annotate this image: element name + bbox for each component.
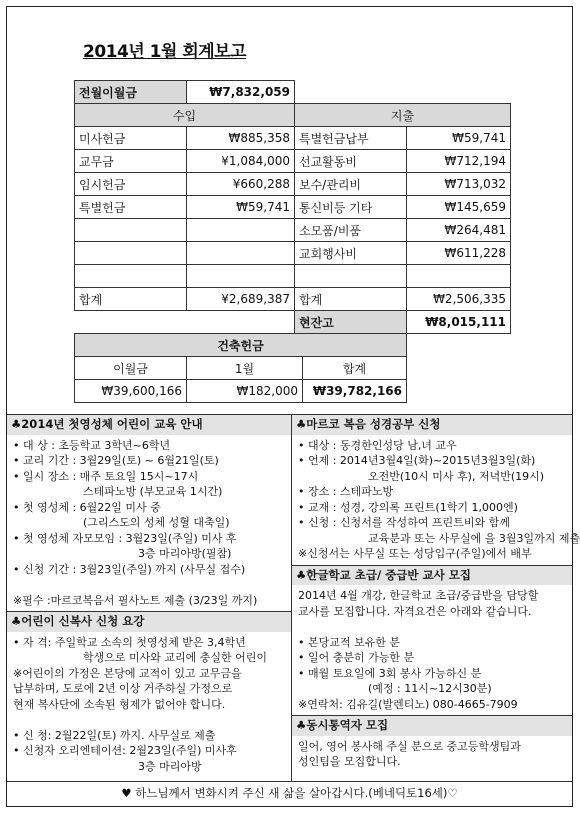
expense-total-value: ₩2,506,335: [407, 288, 511, 311]
building-value: ₩182,000: [187, 380, 303, 403]
notice-line: • 매월 토요일에 3회 봉사 가능하신 분: [298, 666, 482, 680]
notice-line: ※신청서는 사무실 또는 성당입구(주일)에서 배부: [298, 547, 532, 560]
notice-line: 성인팀을 모집합니다.: [298, 755, 401, 768]
income-label: 미사헌금: [75, 127, 187, 150]
building-col-header: 합계: [303, 357, 407, 380]
notice-line: 오전반(10시 미사 후), 저녁반(19시): [368, 469, 545, 483]
expense-label: 소모품/비품: [295, 219, 407, 242]
right-notice-column: [292, 414, 580, 782]
altar-server-body: [7, 632, 291, 778]
notice-line: (예정 : 11시~12시30분): [368, 682, 492, 695]
expense-value: ₩264,481: [407, 219, 511, 242]
building-total-value: ₩39,782,166: [303, 380, 407, 403]
expense-label: 교회행사비: [295, 242, 407, 265]
balance-value: ₩8,015,111: [407, 311, 511, 334]
notice-line: 일어, 영어 봉사해 주실 분으로 중고등학생팀과: [298, 739, 521, 753]
empty-cell: [75, 265, 187, 288]
expense-value: ₩59,741: [407, 127, 511, 150]
income-label: 특별헌금: [75, 196, 187, 219]
altar-server-heading: ♣어린이 신복사 신청 요강: [7, 611, 291, 632]
notice-line: ※연락처: 김유길(발렌티노) 080-4665-7909: [298, 697, 518, 711]
notice-line: 학생으로 미사와 교리에 충실한 어린이: [83, 651, 268, 664]
prev-balance-value: ₩7,832,059: [187, 81, 295, 104]
notice-line: • 장소 : 스테파노방: [298, 485, 394, 498]
notice-line: ※어린이의 가정은 본당에 교적이 있고 교무금을: [13, 666, 242, 680]
expense-label: 통신비등 기타: [295, 196, 407, 219]
notice-line: 3층 마리아방: [138, 759, 202, 773]
notice-line: • 교리 기간 : 3월29일(토) ~ 6월21일(토): [13, 454, 219, 467]
notice-line: • 신청 기간 : 3월23일(주일) 까지 (사무실 접수): [13, 562, 246, 576]
income-label: 교무금: [75, 150, 187, 173]
income-empty-cell: [187, 219, 295, 242]
notice-line: (그리스도의 성체 성혈 대축일): [83, 516, 230, 529]
income-empty-cell: [75, 219, 187, 242]
notice-line: • 신청자 오리엔테이션: 2월23일(주일) 미사후: [13, 744, 237, 757]
income-value: ₩59,741: [187, 196, 295, 219]
notice-line: • 첫 영성체 : 6월22일 미사 중: [13, 500, 161, 514]
notice-line: [13, 577, 285, 593]
bible-study-heading: ♣마르코 복음 성경공부 신청: [292, 415, 572, 435]
notice-line: 교육분과 또는 사무실에 을 3월3일까지 제출: [368, 531, 580, 545]
income-empty-cell: [187, 242, 295, 265]
notice-line: [13, 712, 285, 728]
income-total-value: ¥2,689,387: [187, 288, 295, 311]
expense-value: ₩611,228: [407, 242, 511, 265]
expense-header: 지출: [295, 104, 511, 127]
building-col-header: 1월: [187, 357, 303, 380]
page-title: 2014년 1월 회계보고: [83, 42, 247, 62]
notice-line: 현재 복사단에 소속된 형제가 없어야 합니다.: [13, 697, 226, 711]
notice-line: 스테파노방 (부모교육 1시간): [83, 485, 223, 498]
first-communion-body: [7, 435, 291, 612]
notice-line: • 본당교적 보유한 분: [298, 635, 400, 649]
income-header: 수입: [75, 104, 295, 127]
income-label: 임시헌금: [75, 173, 187, 196]
notice-line: • 교재 : 성경, 강의록 프린트(1학기 1,000엔): [298, 500, 518, 514]
notice-line: 납부하며, 도로에 2년 이상 거주하실 가정으로: [13, 682, 233, 695]
notice-line: • 대 상 : 초등학교 3학년~6학년: [13, 438, 171, 452]
bible-study-body: [292, 435, 580, 565]
interpreter-heading: ♣동시통역자 모집: [292, 715, 572, 736]
empty-cell: [407, 265, 511, 288]
expense-total-label: 합계: [295, 288, 407, 311]
empty-cell: [295, 265, 407, 288]
notice-line: • 자 격: 주일학교 소속의 첫영성체 받은 3,4학년: [13, 635, 246, 649]
expense-value: ₩145,659: [407, 196, 511, 219]
document-frame: [6, 6, 580, 807]
income-value: ₩885,358: [187, 127, 295, 150]
notice-line: • 대상 : 동경한인성당 남,녀 교우: [298, 438, 457, 452]
income-value: ¥660,288: [187, 173, 295, 196]
notice-line: • 일시 장소 : 매주 토요일 15시~17시: [13, 469, 199, 483]
first-communion-heading: ♣2014년 첫영성체 어린이 교육 안내: [7, 415, 291, 435]
notice-line: 3층 마리아방(필참): [138, 547, 232, 560]
korean-school-heading: ♣한글학교 초급/ 중급반 교사 모집: [292, 565, 572, 586]
expense-label: 특별헌금납부: [295, 127, 407, 150]
building-col-header: 이월금: [75, 357, 187, 380]
notice-line: • 첫 영성체 자모모임 : 3월23일(주일) 미사 후: [13, 531, 237, 545]
building-fund-table: [74, 333, 407, 403]
notice-line: 교사를 모집합니다. 자격요건은 아래와 같습니다.: [298, 604, 532, 618]
korean-school-body: [292, 585, 572, 715]
footer-quote: ♥ 하느님께서 변화시켜 주신 새 삶을 살아갑시다.(베네딕토16세)♡: [7, 781, 572, 806]
interpreter-body: [292, 736, 572, 773]
notice-line: [298, 619, 566, 635]
income-total-label: 합계: [75, 288, 187, 311]
notice-line: • 신 청: 2월22일(토) 까지. 사무실로 제출: [13, 728, 216, 742]
expense-value: ₩713,032: [407, 173, 511, 196]
left-notice-column: [7, 414, 292, 782]
expense-label: 선교활동비: [295, 150, 407, 173]
building-fund-header: 건축헌금: [75, 334, 407, 357]
prev-balance-label: 전월이월금: [75, 81, 187, 104]
expense-label: 보수/관리비: [295, 173, 407, 196]
notice-line: • 언제 : 2014년3월4일(화)~2015년3월3일(화): [298, 454, 536, 467]
expense-value: ₩712,194: [407, 150, 511, 173]
income-empty-cell: [75, 242, 187, 265]
income-value: ¥1,084,000: [187, 150, 295, 173]
notice-line: • 일어 충분히 가능한 분: [298, 651, 415, 664]
building-value: ₩39,600,166: [75, 380, 187, 403]
notice-line: • 신청 : 신청서를 작성하여 프린트비와 함께: [298, 516, 510, 529]
notice-line: 2014년 4월 개강, 한글학교 초급/중급반을 담당할: [298, 589, 539, 602]
empty-cell: [187, 265, 295, 288]
balance-label: 현잔고: [295, 311, 407, 334]
finance-table: [74, 80, 511, 334]
notice-line: ※필수 :마르코복음서 필사노트 제출 (3/23일 까지): [13, 593, 258, 607]
